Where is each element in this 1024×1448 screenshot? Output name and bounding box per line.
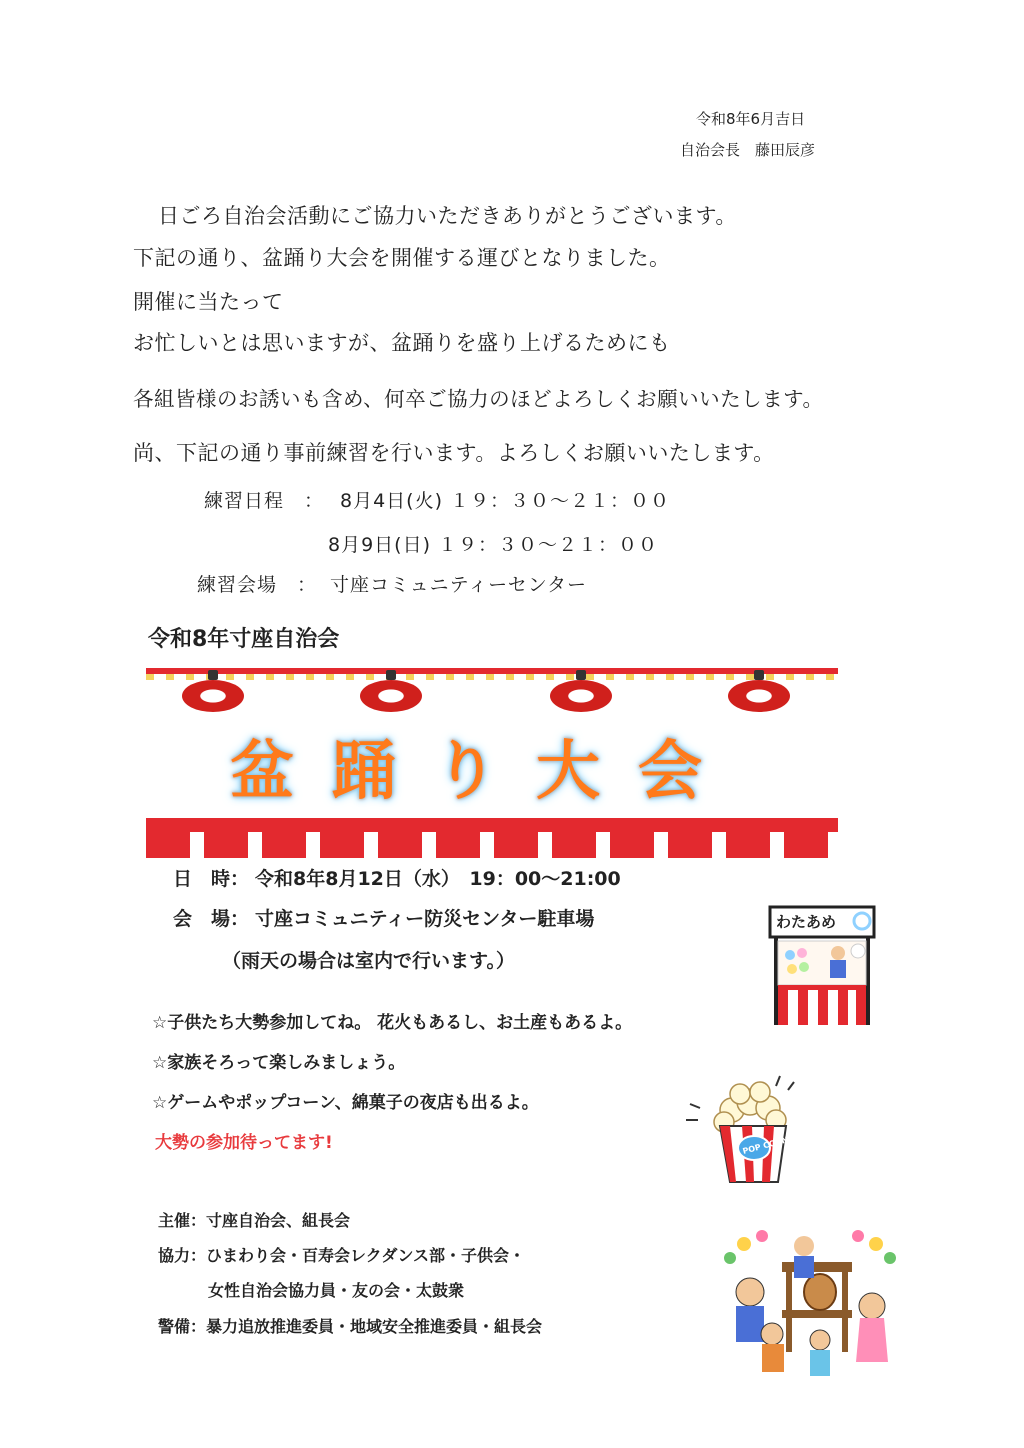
- lantern-icon: [360, 680, 422, 712]
- practice-date-2: 8月9日(日) １９：３０～２１：００: [328, 534, 659, 556]
- place-label: 会 場：: [173, 908, 250, 930]
- stall-sign: わたあめ: [776, 913, 837, 931]
- letter-line-6: 尚、下記の通り事前練習を行います。よろしくお願いいたします。: [133, 441, 775, 465]
- practice-schedule-label: 練習日程 ：: [204, 490, 325, 512]
- letter-author: 自治会長 藤田辰彦: [680, 141, 816, 159]
- letter-date: 令和8年6月吉日: [696, 110, 806, 128]
- credit-coop-2: 女性自治会協力員・友の会・太鼓衆: [208, 1281, 465, 1300]
- practice-venue: 寸座コミュニティーセンター: [330, 574, 587, 596]
- letter-line-4: お忙しいとは思いますが、盆踊りを盛り上げるためにも: [133, 331, 671, 355]
- curtain-top: [146, 818, 838, 832]
- letter-line-5: 各組皆様のお誘いも含め、何卒ご協力のほどよろしくお願いいたします。: [133, 387, 824, 411]
- credit-host: 主催：寸座自治会、組長会: [158, 1211, 351, 1230]
- call-to-join: 大勢の参加待ってます!: [155, 1133, 333, 1153]
- bullet-kids: ☆子供たち大勢参加してね。 花火もあるし、お土産もあるよ。: [152, 1013, 633, 1033]
- banner-title: 盆踊り大会: [230, 735, 740, 809]
- practice-venue-label: 練習会場 ：: [197, 574, 318, 596]
- popcorn-icon: [680, 1068, 820, 1186]
- letter-line-3: 開催に当たって: [133, 290, 284, 314]
- bullet-family: ☆家族そろって楽しみましょう。: [152, 1053, 406, 1073]
- lantern-icon: [728, 680, 790, 712]
- letter-line-2: 下記の通り、盆踊り大会を開催する運びとなりました。: [133, 246, 671, 270]
- bullet-stalls: ☆ゲームやポップコーン、綿菓子の夜店も出るよ。: [152, 1093, 539, 1113]
- event-datetime: 令和8年8月12日（水） 19：00～21:00: [255, 868, 621, 890]
- lantern-icon: [182, 680, 244, 712]
- rain-note: （雨天の場合は室内で行います。）: [222, 950, 515, 972]
- flyer-org-title: 令和8年寸座自治会: [148, 627, 340, 652]
- letter-line-1: 日ごろ自治会活動にご協力いただきありがとうございます。: [158, 204, 737, 228]
- practice-date-1: 8月4日(火) １９：３０～２１：００: [340, 490, 671, 512]
- credit-coop-1: 協力：ひまわり会・百寿会レクダンス部・子供会・: [158, 1246, 526, 1265]
- credit-security: 警備：暴力追放推進委員・地域安全推進委員・組長会: [158, 1317, 543, 1336]
- banner-light-string: [146, 674, 838, 680]
- popcorn-label: POP CORN: [741, 1135, 790, 1156]
- bon-dance-illustration: [722, 1222, 898, 1382]
- event-place: 寸座コミュニティー防災センター駐車場: [255, 908, 595, 930]
- lantern-icon: [550, 680, 612, 712]
- datetime-label: 日 時：: [173, 868, 250, 890]
